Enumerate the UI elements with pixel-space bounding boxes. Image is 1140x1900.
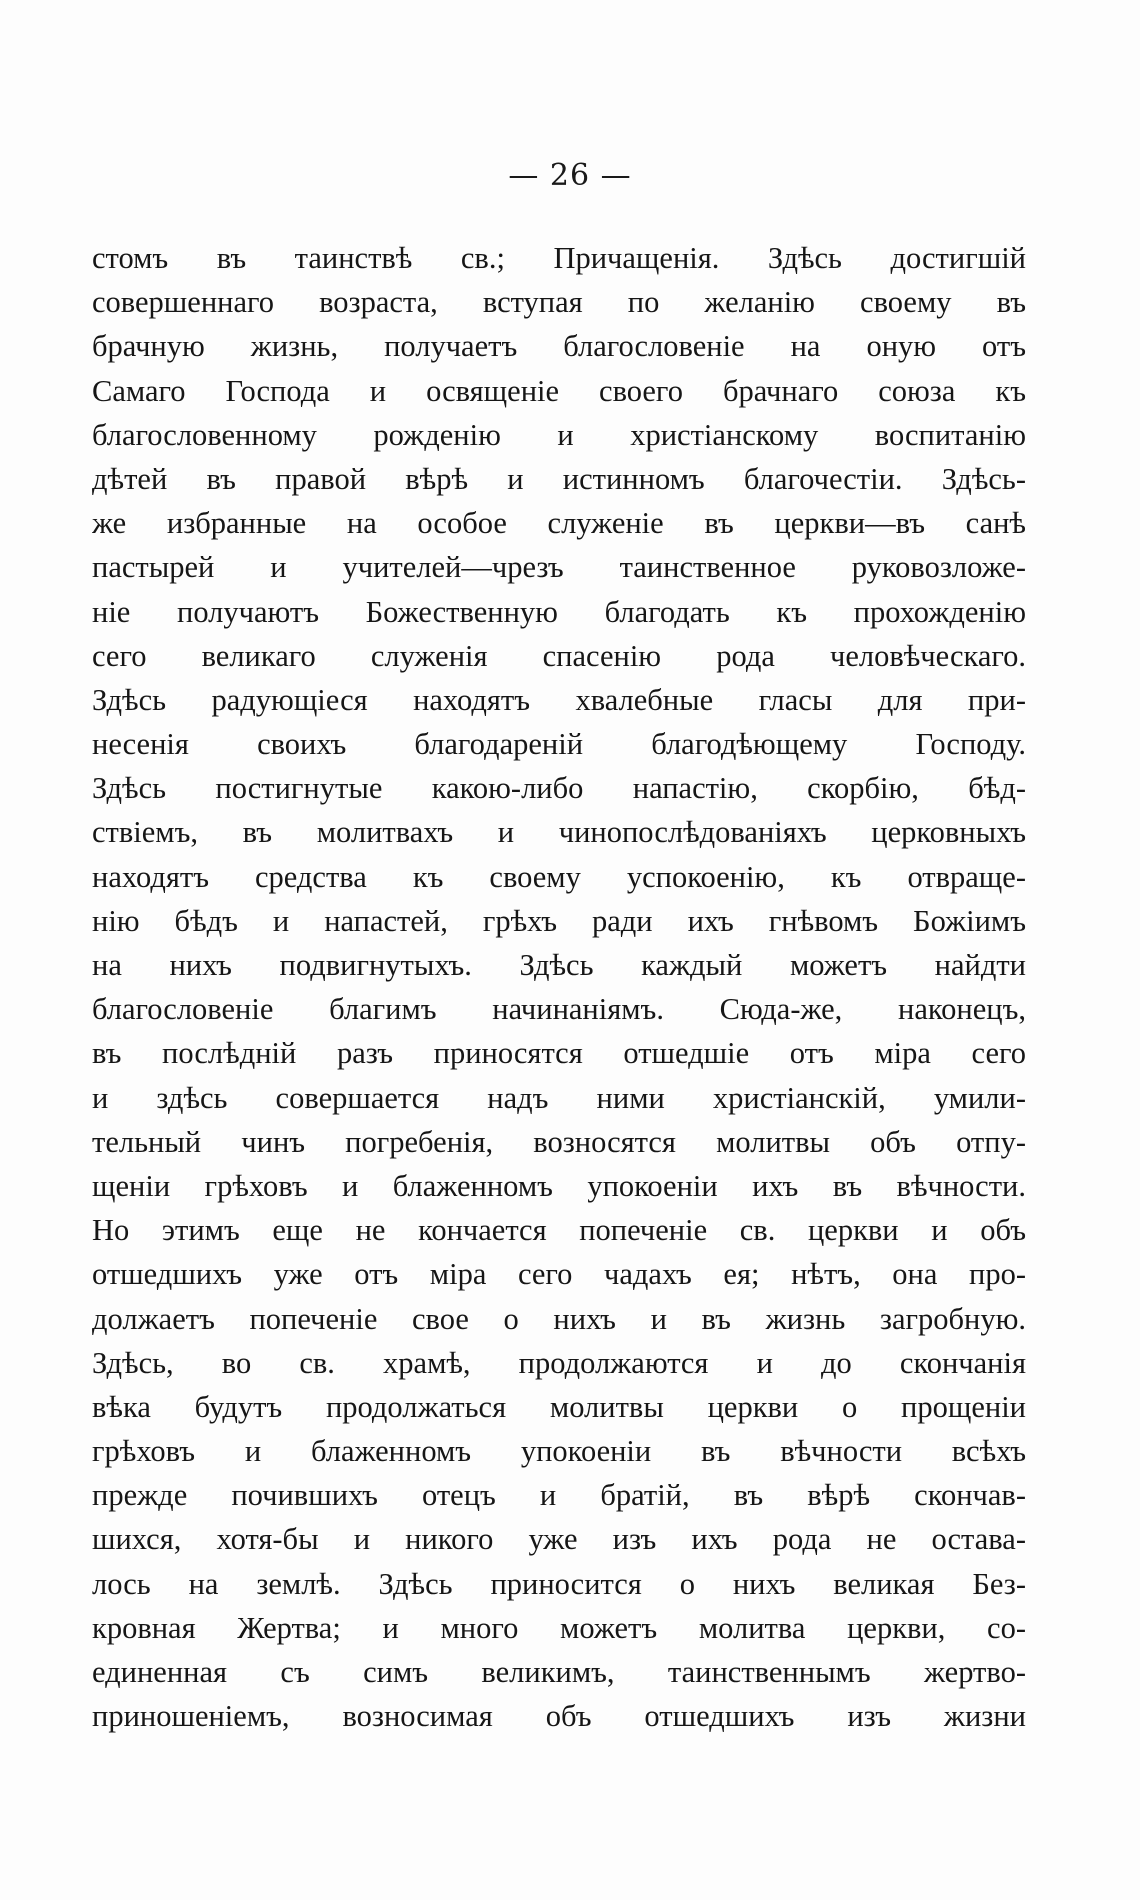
text-line: вѣка будутъ продолжаться молитвы церкви о прощеніи [92,1389,1026,1424]
text-line: ствіемъ, въ молитвахъ и чинопослѣдованіяхъ церковныхъ [92,815,1026,850]
text-line: отшедшихъ уже отъ міра сего чадахъ ея; нѣтъ, она про- [92,1257,1026,1292]
text-line: Но этимъ еще не кончается попеченіе св. церкви и объ [92,1213,1026,1248]
text-line: тельный чинъ погребенія, возносятся молитвы объ отпу- [92,1124,1026,1159]
text-line: дѣтей въ правой вѣрѣ и истинномъ благочестіи. Здѣсь- [92,461,1026,496]
text-line: шихся, хотя-бы и никого уже изъ ихъ рода не остава- [92,1522,1026,1557]
text-line: Здѣсь радующіеся находятъ хвалебные гласы для при- [92,682,1026,717]
text-line: должаетъ попеченіе свое о нихъ и въ жизнь загробную. [92,1301,1026,1336]
text-line: сего великаго служенія спасенію рода человѣческаго. [92,638,1026,673]
text-line: прежде почившихъ отецъ и братій, въ вѣрѣ скончав- [92,1478,1026,1513]
text-line: же избранные на особое служеніе въ церкви—въ санѣ [92,506,1026,541]
text-line: стомъ въ таинствѣ св.; Причащенія. Здѣсь достигшій [92,241,1026,275]
text-line: Здѣсь, во св. храмѣ, продолжаются и до скончанія [92,1345,1026,1380]
text-line: щеніи грѣховъ и блаженномъ упокоеніи ихъ въ вѣчности. [92,1168,1026,1203]
text-line: грѣховъ и блаженномъ упокоеніи въ вѣчности всѣхъ [92,1434,1026,1469]
text-line: Самаго Господа и освященіе своего брачнаго союза къ [92,373,1026,408]
text-line: въ послѣдній разъ приносятся отшедшіе отъ міра сего [92,1036,1026,1071]
text-line: находятъ средства къ своему успокоенію, къ отвраще- [92,859,1026,894]
text-line: ніе получаютъ Божественную благодать къ прохожденію [92,594,1026,629]
text-line: и здѣсь совершается надъ ними христіанскій, умили- [92,1080,1026,1115]
text-line: несенія своихъ благодареній благодѣющему Господу. [92,727,1026,762]
text-line: пастырей и учителей—чрезъ таинственное руковозложе- [92,550,1026,585]
body-text [92,236,1026,1738]
text-line: приношеніемъ, возносимая объ отшедшихъ изъ жизни [92,1699,1026,1734]
text-line: совершеннаго возраста, вступая по желанію своему въ [92,285,1026,320]
text-line: нію бѣдъ и напастей, грѣхъ ради ихъ гнѣвомъ Божіимъ [92,903,1026,938]
text-line: благословеніе благимъ начинаніямъ. Сюда-же, наконецъ, [92,992,1026,1027]
text-line: брачную жизнь, получаетъ благословеніе на оную отъ [92,329,1026,364]
text-line: единенная съ симъ великимъ, таинственнымъ жертво- [92,1655,1026,1689]
text-line: на нихъ подвигнутыхъ. Здѣсь каждый можетъ найдти [92,948,1026,982]
text-line: кровная Жертва; и много можетъ молитва церкви, со- [92,1610,1026,1645]
text-line: Здѣсь постигнутые какою-либо напастію, скорбію, бѣд- [92,771,1026,806]
page-number: — 26 — [508,158,632,193]
text-line: лось на землѣ. Здѣсь приносится о нихъ великая Без- [92,1566,1026,1601]
text-line: благословенному рожденію и христіанскому воспитанію [92,417,1026,452]
